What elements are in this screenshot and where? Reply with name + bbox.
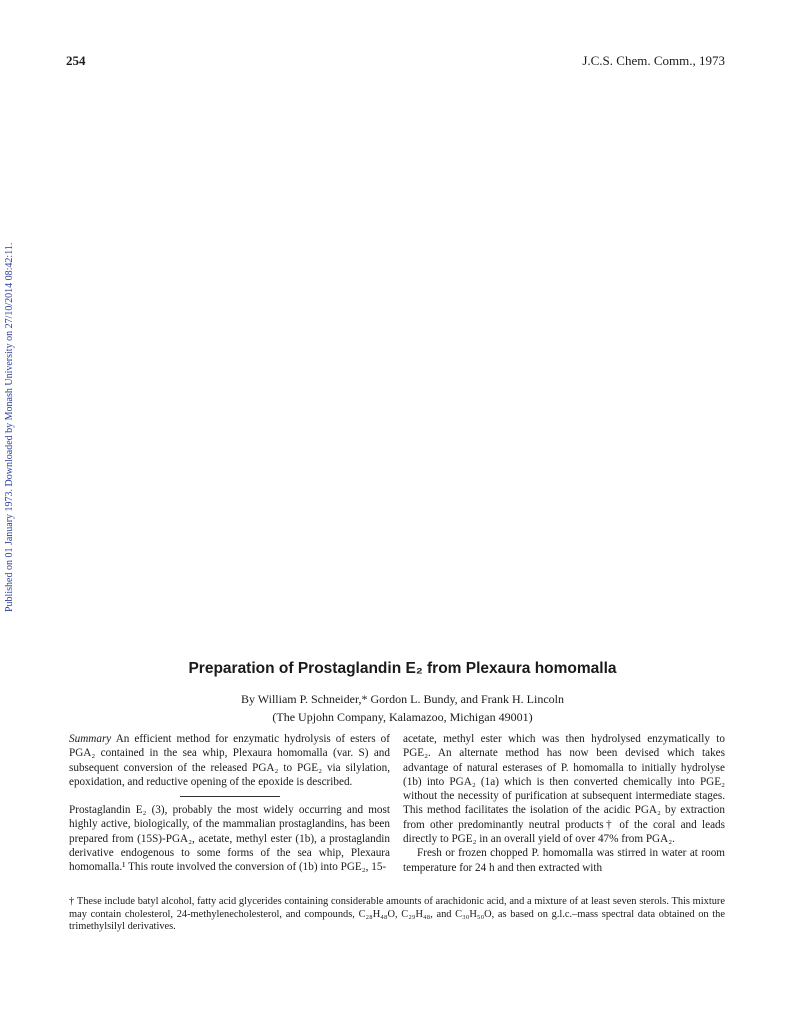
intro-paragraph: Prostaglandin E₂ (3), probably the most widely occurring and most highly active, biologically, of the mammalian prostaglandins, has been prepared from (15S)-PGA₂, acetate, methyl ester (1b), a prostaglandin derivative endogenous to some forms of the sea whip, Plexaura homomalla.¹ This route involved the conversion of (1b) into PGE₂, 15- bbox=[69, 804, 390, 874]
method-paragraph: acetate, methyl ester which was then hydrolysed enzymatically to PGE₂. An alternate method has now been devised which takes advantage of natural esterases of P. homomalla to initially hydrolyse (1b) into PGA₂ (1a) which is then converted chemically into PGE₂ without the necessity of purification at subsequent intermediate stages. This method facilitates the isolation of the acidic PGA₂ by extraction from other predominantly neutral products† of the coral and leads directly to PGE₂ in an overall yield of over 47% from PGA₂. bbox=[403, 733, 725, 846]
section-separator bbox=[180, 796, 280, 797]
procedure-paragraph: Fresh or frozen chopped P. homomalla was stirred in water at room temperature for 24 h and then extracted with bbox=[403, 847, 725, 874]
footnote: † These include batyl alcohol, fatty acid glycerides containing considerable amounts of arachidonic acid, and a mixture of at least seven sterols. This mixture may contain cholesterol, 24-methylenecholesterol, and compounds, C₂₈H₄₈O, C₂₉H₄₈, and C₃₀H₅₀O, as based on g.l.c.–mass spectral data obtained on the trimethylsilyl derivatives. bbox=[69, 896, 725, 932]
page-number: 254 bbox=[66, 53, 86, 68]
summary-paragraph bbox=[69, 732, 390, 789]
article-title: Preparation of Prostaglandin E₂ from Plexaura homomalla bbox=[188, 660, 617, 677]
download-notice: Published on 01 January 1973. Downloaded by Monash University on 27/10/2014 08:42:11. bbox=[4, 242, 15, 612]
summary-text: An efficient method for enzymatic hydrolysis of esters of PGA₂ contained in the sea whip, Plexaura homomalla (var. S) and subsequent conversion of the released PGA₂ to PGE₂ via silylation, epoxidation, and reductive opening of the epoxide is described. bbox=[69, 733, 390, 788]
left-column bbox=[69, 732, 390, 875]
summary-label: Summary bbox=[69, 733, 112, 745]
author-line: By William P. Schneider,* Gordon L. Bundy, and Frank H. Lincoln bbox=[240, 692, 564, 706]
journal-header: J.C.S. Chem. Comm., 1973 bbox=[582, 53, 725, 68]
right-column bbox=[403, 732, 725, 875]
affiliation: (The Upjohn Company, Kalamazoo, Michigan 49001) bbox=[272, 710, 533, 724]
